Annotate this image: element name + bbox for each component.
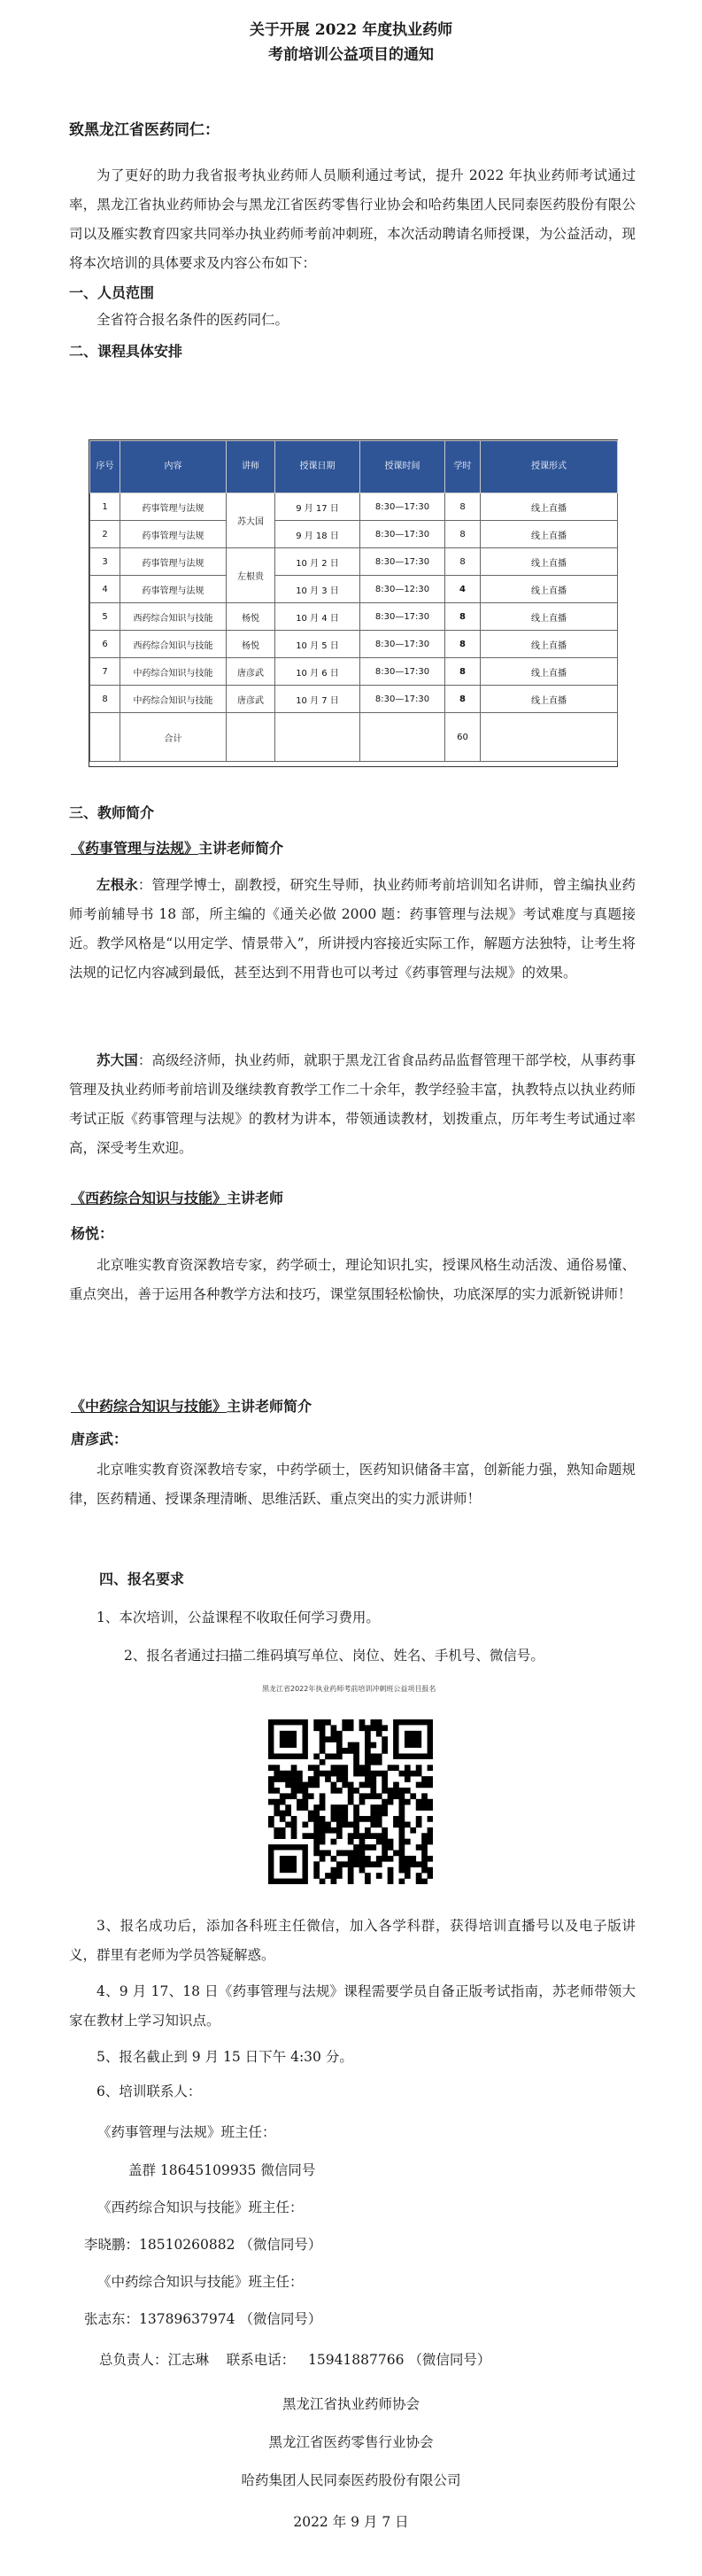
- cell-empty: [360, 713, 445, 762]
- header-date: 授课日期: [275, 441, 360, 493]
- header-time: 授课时间: [360, 441, 445, 493]
- contact-2-label: 《西药综合知识与技能》班主任：: [97, 2200, 304, 2215]
- cell-hours: 8: [445, 658, 481, 686]
- contact-1-value: 盖群 18645109935 微信同号: [128, 2162, 316, 2178]
- teacher-text-3: 北京唯实教育资深教培专家，药学硕士，理论知识扎实，授课风格生动活泼、通俗易懂、重点突出，善于运用各种教学方法和技巧，课堂氛围轻松愉快，功底深厚的实力派新锐讲师！: [69, 1257, 636, 1302]
- cell-date: 10 月 7 日: [275, 686, 360, 713]
- table-row: [90, 603, 618, 631]
- cell-index: 6: [90, 631, 120, 658]
- table-row: [90, 631, 618, 658]
- document-title-line2: 考前培训公益项目的通知: [268, 46, 434, 64]
- course1-book-title: 《药事管理与法规》: [71, 840, 199, 857]
- teacher-text-4: 北京唯实教育资深教培专家，中药学硕士，医药知识储备丰富，创新能力强，熟知命题规律，医药精通、授课条理清晰、思维活跃、重点突出的实力派讲师！: [69, 1462, 636, 1507]
- section4-heading: 四、报名要求: [99, 1571, 185, 1587]
- header-format: 授课形式: [481, 441, 618, 493]
- cell-empty: [227, 713, 275, 762]
- cell-content: 药事管理与法规: [120, 548, 227, 576]
- course-schedule-table-frame: [89, 439, 618, 767]
- cell-format: 线上直播: [481, 493, 618, 521]
- cell-teacher: 杨悦: [227, 631, 275, 658]
- table-header-row: [90, 441, 618, 493]
- cell-content: 药事管理与法规: [120, 521, 227, 548]
- cell-content: 药事管理与法规: [120, 576, 227, 603]
- cell-time: 8:30—17:30: [360, 521, 445, 548]
- cell-content: 中药综合知识与技能: [120, 686, 227, 713]
- cell-index: 5: [90, 603, 120, 631]
- course3-book-title: 《中药综合知识与技能》: [71, 1398, 228, 1415]
- course1-heading-suffix: 主讲老师简介: [198, 840, 284, 857]
- cell-date: 10 月 2 日: [275, 548, 360, 576]
- cell-time: 8:30—17:30: [360, 631, 445, 658]
- cell-time: 8:30—17:30: [360, 658, 445, 686]
- section1-heading: 一、人员范围: [69, 284, 155, 301]
- table-total-row: [90, 713, 618, 762]
- cell-content: 药事管理与法规: [120, 493, 227, 521]
- registration-qr-code-icon[interactable]: [268, 1719, 433, 1884]
- cell-teacher: 左根贵: [227, 548, 275, 603]
- cell-hours: 8: [445, 493, 481, 521]
- cell-teacher: 苏大国: [227, 493, 275, 548]
- cell-hours: 8: [445, 548, 481, 576]
- cell-time: 8:30—17:30: [360, 493, 445, 521]
- course3-teacher-heading: [71, 1395, 312, 1416]
- cell-format: 线上直播: [481, 603, 618, 631]
- cell-date: 9 月 17 日: [275, 493, 360, 521]
- requirement-3: 3、报名成功后，添加各科班主任微信，加入各学科群，获得培训直播号以及电子版讲义，群里有老师为学员答疑解惑。: [69, 1918, 636, 1963]
- teacher-text-2: ：高级经济师，执业药师，就职于黑龙江省食品药品监督管理干部学校，从事药事管理及执业药师考前培训及继续教育教学工作二十余年，教学经验丰富，执教特点以执业药师考试正版《药事管理与法规》的教材为讲本，带领通读教材，划拨重点，历年考生考试通过率高，深受考生欢迎。: [69, 1052, 636, 1156]
- table-row: [90, 686, 618, 713]
- cell-hours: 8: [445, 631, 481, 658]
- header-teacher: 讲师: [227, 441, 275, 493]
- cell-format: 线上直播: [481, 686, 618, 713]
- contact-3-value: 张志东：13789637974 （微信同号）: [84, 2311, 322, 2327]
- teacher-bio-2: [69, 1045, 636, 1163]
- cell-empty: [275, 713, 360, 762]
- requirement-2: 2、报名者通过扫描二维码填写单位、岗位、姓名、手机号、微信号。: [124, 1648, 544, 1664]
- document-title-line1: 关于开展 2022 年度执业药师: [249, 21, 453, 39]
- course2-heading-suffix: 主讲老师: [227, 1190, 284, 1207]
- requirement-6: 6、培训联系人：: [96, 2083, 202, 2099]
- cell-format: 线上直播: [481, 576, 618, 603]
- signature-date: 2022 年 9 月 7 日: [293, 2514, 409, 2530]
- qr-caption: 黑龙江省2022年执业药师考前培训冲刺班公益项目报名: [262, 1685, 436, 1693]
- cell-format: 线上直播: [481, 631, 618, 658]
- requirement-4: 4、9 月 17、18 日《药事管理与法规》课程需要学员自备正版考试指南，苏老师带领大家在教材上学习知识点。: [69, 1983, 636, 2029]
- requirement-1: 1、本次培训，公益课程不收取任何学习费用。: [96, 1610, 380, 1626]
- cell-teacher: 唐彦武: [227, 686, 275, 713]
- cell-format: 线上直播: [481, 548, 618, 576]
- teacher-name-1: 左根永: [96, 876, 138, 893]
- course-schedule-table: [89, 440, 618, 762]
- header-hours: 学时: [445, 441, 481, 493]
- cell-date: 9 月 18 日: [275, 521, 360, 548]
- course3-heading-suffix: 主讲老师简介: [227, 1398, 312, 1415]
- table-row: [90, 521, 618, 548]
- section3-heading: 三、教师简介: [69, 804, 155, 821]
- responsible-person: 总负责人：江志琳 联系电话： 15941887766 （微信同号）: [99, 2352, 491, 2368]
- course2-book-title: 《西药综合知识与技能》: [71, 1190, 228, 1207]
- teacher-text-1: ：管理学博士，副教授，研究生导师，执业药师考前培训知名讲师，曾主编执业药师考前辅导书 18 部，所主编的《通关必做 2000 题：药事管理与法规》考试难度与真题接近。教学风格是“以用定学、情景带入”，所讲授内容接近实际工作，解题方法独特，让考生将法规的记忆内容减到最低，甚至达到不用背也可以考过《药事管理与法规》的效果。: [69, 877, 636, 981]
- cell-content: 中药综合知识与技能: [120, 658, 227, 686]
- cell-teacher: 杨悦: [227, 603, 275, 631]
- section1-body: 全省符合报名条件的医药同仁。: [96, 312, 289, 328]
- section2-heading: 二、课程具体安排: [69, 343, 183, 360]
- teacher-name-4: 唐彦武：: [71, 1431, 128, 1447]
- signature-org-1: 黑龙江省执业药师协会: [282, 2396, 420, 2412]
- header-content: 内容: [120, 441, 227, 493]
- intro-paragraph: 为了更好的助力我省报考执业药师人员顺利通过考试，提升 2022 年执业药师考试通过率，黑龙江省执业药师协会与黑龙江省医药零售行业协会和哈药集团人民同泰医药股份有限公司以及雁实教育四家共同举办执业药师考前冲刺班，本次活动聘请名师授课，为公益活动，现将本次培训的具体要求及内容公布如下：: [69, 167, 636, 271]
- cell-index: 4: [90, 576, 120, 603]
- cell-time: 8:30—17:30: [360, 686, 445, 713]
- cell-index: 8: [90, 686, 120, 713]
- teacher-name-2: 苏大国: [96, 1051, 138, 1068]
- cell-format: 线上直播: [481, 658, 618, 686]
- cell-format: 线上直播: [481, 521, 618, 548]
- requirement-5: 5、报名截止到 9 月 15 日下午 4:30 分。: [96, 2049, 353, 2065]
- cell-teacher: 唐彦武: [227, 658, 275, 686]
- cell-hours: 8: [445, 521, 481, 548]
- cell-index: 1: [90, 493, 120, 521]
- total-label: 合计: [120, 713, 227, 762]
- cell-index: 2: [90, 521, 120, 548]
- total-hours: 60: [445, 713, 481, 762]
- cell-date: 10 月 3 日: [275, 576, 360, 603]
- cell-hours: 8: [445, 686, 481, 713]
- cell-content: 西药综合知识与技能: [120, 603, 227, 631]
- header-index: 序号: [90, 441, 120, 493]
- salutation: 致黑龙江省医药同仁：: [69, 121, 220, 139]
- contact-2-value: 李晓鹏：18510260882 （微信同号）: [84, 2237, 322, 2253]
- signature-org-2: 黑龙江省医药零售行业协会: [268, 2434, 434, 2450]
- course2-teacher-heading: [71, 1187, 283, 1207]
- cell-content: 西药综合知识与技能: [120, 631, 227, 658]
- cell-hours: 4: [445, 576, 481, 603]
- cell-time: 8:30—17:30: [360, 548, 445, 576]
- cell-index: 3: [90, 548, 120, 576]
- table-row: [90, 576, 618, 603]
- signature-org-3: 哈药集团人民同泰医药股份有限公司: [241, 2472, 461, 2488]
- cell-time: 8:30—17:30: [360, 603, 445, 631]
- cell-empty: [90, 713, 120, 762]
- cell-date: 10 月 6 日: [275, 658, 360, 686]
- table-row: [90, 548, 618, 576]
- contact-3-label: 《中药综合知识与技能》班主任：: [97, 2274, 304, 2290]
- contact-1-label: 《药事管理与法规》班主任：: [97, 2124, 276, 2140]
- teacher-name-3: 杨悦：: [71, 1225, 114, 1242]
- teacher-bio-1: [69, 870, 636, 988]
- course1-teacher-heading: [71, 837, 283, 857]
- table-row: [90, 658, 618, 686]
- cell-time: 8:30—12:30: [360, 576, 445, 603]
- cell-date: 10 月 5 日: [275, 631, 360, 658]
- cell-date: 10 月 4 日: [275, 603, 360, 631]
- registration-qr-card: [253, 1679, 448, 1889]
- cell-empty: [481, 713, 618, 762]
- cell-index: 7: [90, 658, 120, 686]
- table-row: [90, 493, 618, 521]
- cell-hours: 8: [445, 603, 481, 631]
